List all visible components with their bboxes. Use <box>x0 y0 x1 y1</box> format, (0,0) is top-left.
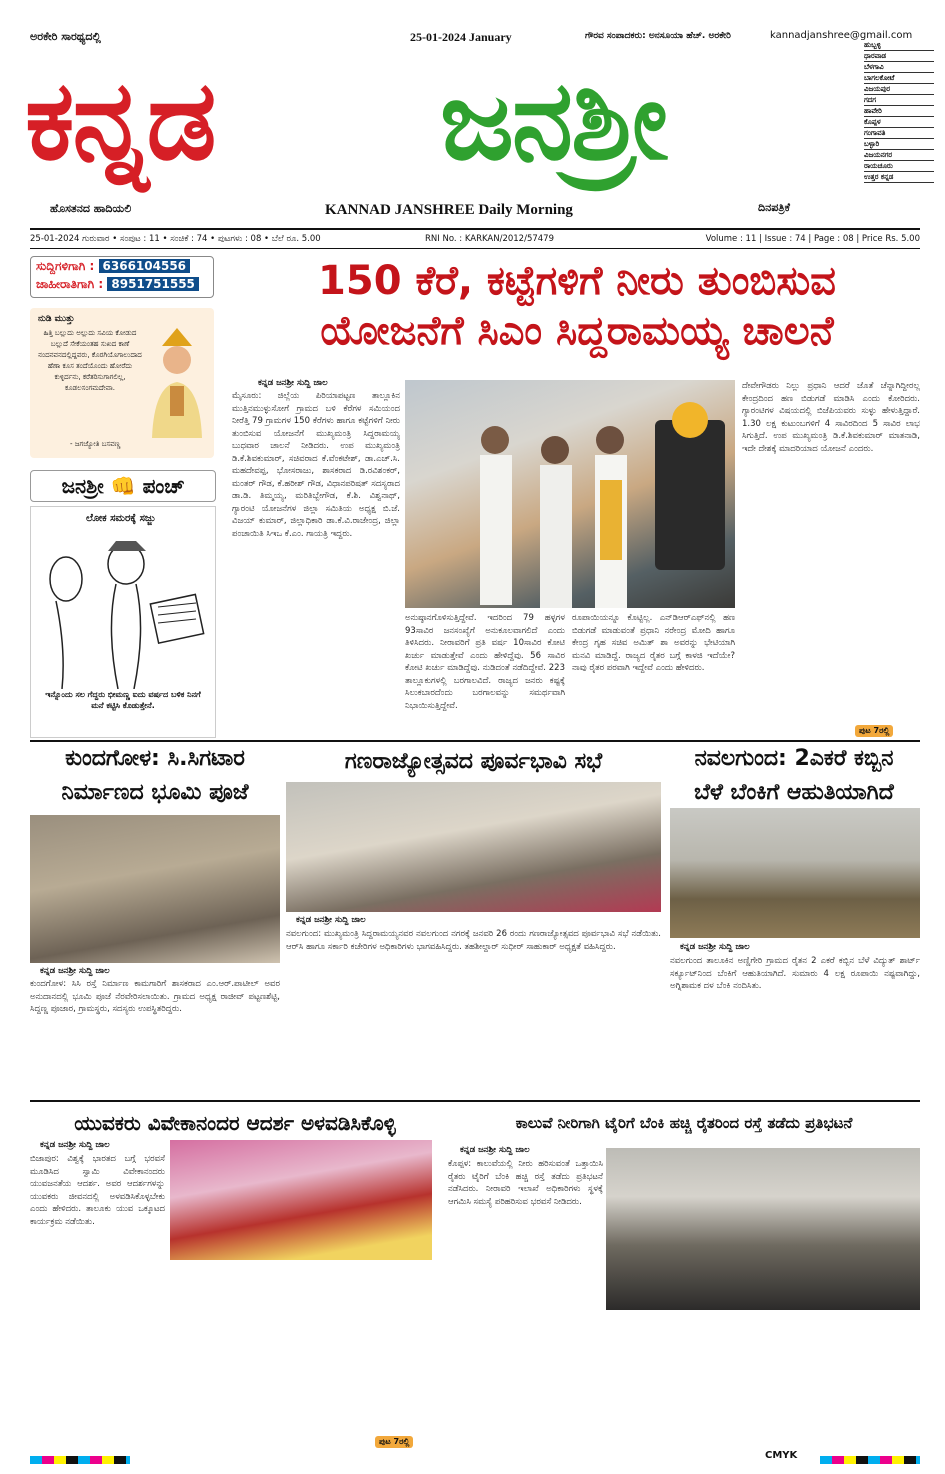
lead-headline-line2: ಯೋಜನೆಗೆ ಸಿಎಂ ಸಿದ್ದರಾಮಯ್ಯ ಚಾಲನೆ <box>320 308 834 354</box>
ads-number[interactable]: 8951751555 <box>107 277 199 291</box>
youth-body: ಬಿಜಾಪುರ: ವಿಶ್ವಕ್ಕೆ ಭಾರತದ ಬಗ್ಗೆ ಭರವಸೆ ಮೂಡಿಸಿದ ಸ್ವಾಮಿ ವಿವೇಕಾನಂದರು ಯುವಜನತೆಯ ಆದರ್ಶ. ಅವರ ಆದರ್ಶಗಳನ್ನು ಯುವಕರು ಜೀವನದಲ್ಲಿ ಅಳವಡಿಸಿಕೊಳ್ಳಬೇಕು ಎಂದು ಹೇಳಿದರು. ತಾಲೂಕು ಯುವ ಒಕ್ಕೂಟದ ಕಾರ್ಯಕ್ರಮ ನಡೆಯಿತು. <box>30 1154 165 1227</box>
lead-column-4: ದೇವೇಗೌಡರು ನಿಲ್ಲು ಪ್ರಧಾನಿ ಆದರೆ ಜೊತೆ ಚೆನ್ನಾಗಿದ್ದೀರಲ್ಲ ಕೇಂದ್ರದಿಂದ ಹಣ ಬಿಡುಗಡೆ ಮಾಡಿಸಿ ಎಂದು ಕೋರಿದರು. ಗ್ಯಾರಂಟಿಗಳ ವಿಷಯದಲ್ಲಿ ಬಿಜೆಪಿಯವರು ಸುಳ್ಳು ಹೇಳುತ್ತಿದ್ದಾರೆ. 1.30 ಲಕ್ಷ ಕುಟುಂಬಗಳಿಗೆ 4 ಸಾವಿರದಿಂದ 5 ಸಾವಿರ ಲಾಭ ಸಿಗುತ್ತಿದೆ. ಉಪ ಮುಖ್ಯಮಂತ್ರಿ ಡಿ.ಕೆ.ಶಿವಕುಮಾರ್ ಮಾತನಾಡಿ, ಇದೇ ದೇಶಕ್ಕೆ ಮಾದರಿಯಾದ ಯೋಜನೆ ಎಂದರು. <box>742 381 920 454</box>
district-item: ರಾಯಚೂರು <box>864 161 934 172</box>
info-left: 25-01-2024 ಗುರುವಾರ • ಸಂಪುಟ : 11 • ಸಂಚಿಕೆ : 74 • ಪುಟಗಳು : 08 • ಬೆಲೆ ರೂ. 5.00 <box>30 234 321 244</box>
republic-photo <box>286 782 661 912</box>
kundgol-byline: ಕನ್ನಡ ಜನಶ್ರೀ ಸುದ್ದಿ ಜಾಲ <box>40 966 110 976</box>
district-list <box>864 40 934 183</box>
kundgol-headline-line1: ಕುಂದಗೋಳ: ಸಿ.ಸಿಗಟಾರ <box>65 746 245 771</box>
district-item: ಹುಬ್ಬಳ್ಳಿ <box>864 40 934 51</box>
quote-title: ನುಡಿ ಮುತ್ತು <box>38 314 75 324</box>
news-label: ಸುದ್ದಿಗಳಿಗಾಗಿ : <box>36 259 95 273</box>
district-item: ವಿಜಯನಗರ <box>864 150 934 161</box>
navalgund-headline-line2: ಬೆಳೆ ಬೆಂಕಿಗೆ ಆಹುತಿಯಾಗಿದೆ <box>694 780 894 805</box>
district-item: ಉತ್ತರ ಕನ್ನಡ <box>864 172 934 183</box>
basavanna-portrait <box>146 326 208 438</box>
daily-label: ದಿನಪತ್ರಿಕೆ <box>758 201 790 214</box>
lead-headline <box>232 256 922 356</box>
district-item: ಬಾಗಲಕೋಟೆ <box>864 73 934 84</box>
quote-text: ಹಿತ್ತಿ ಬಲ್ಲುದು ಅಲ್ಲುದು ಸವಿಯ ಕೋಡುದ ಬಲ್ಲುದೆ ಸೇಕೆಯಂತಹ ಸುಖದ ಕಾಣೆ ನಂದನವನದಲ್ಲಿದ್ದವರು, ಕೊರಗಿಯೊಗಾಲುದಾದ ಹೆಣಾ ಕೂಸ ತಂದೆಯೊಂದು ಹೋರೆದು ಕುಳ್ಳಿರ್ದನು, ಕರೆತರಿಸುಗಾಗಲಿಲ್ಲ, ಕೂಡಲಸಂಗಮದೇವಾ. <box>38 329 142 392</box>
protest-photo <box>606 1148 920 1310</box>
lead-headline-line1: 150 ಕೆರೆ, ಕಟ್ಟೆಗಳಿಗೆ ನೀರು ತುಂಬಿಸುವ <box>318 258 836 304</box>
logo-kannada: ಕನ್ನಡ <box>25 56 215 184</box>
protest-body: ಕೊಪ್ಪಳ: ಕಾಲುವೆಯಲ್ಲಿ ನೀರು ಹರಿಸುವಂತೆ ಒತ್ತಾಯಿಸಿ ರೈತರು ಟೈರಿಗೆ ಬೆಂಕಿ ಹಚ್ಚಿ ರಸ್ತೆ ತಡೆದು ಪ್ರತಿಭಟನೆ ನಡೆಸಿದರು. ನೀರಾವರಿ ಇಲಾಖೆ ಅಧಿಕಾರಿಗಳು ಸ್ಥಳಕ್ಕೆ ಆಗಮಿಸಿ ಸಮಸ್ಯೆ ಪರಿಹರಿಸುವ ಭರವಸೆ ನೀಡಿದರು. <box>448 1159 603 1207</box>
kundgol-photo <box>30 815 280 963</box>
quote-author: - ಜಗಜ್ಯೋತಿ ಬಸವಣ್ಣ <box>70 440 121 448</box>
issue-date: 25-01-2024 January <box>410 30 512 44</box>
protest-headline: ಕಾಲುವೆ ನೀರಿಗಾಗಿ ಟೈರಿಗೆ ಬೆಂಕಿ ಹಚ್ಚಿ ರೈತರಿಂದ ರಸ್ತೆ ತಡೆದು ಪ್ರತಿಭಟನೆ <box>515 1114 853 1132</box>
cmyk-label: CMYK <box>765 1450 798 1461</box>
district-item: ಬಳ್ಳಾರಿ <box>864 139 934 150</box>
lead-continued[interactable]: ಪುಟ 7ರಲ್ಲಿ <box>855 725 893 737</box>
navalgund-body: ನವಲಗುಂದ ತಾಲೂಕಿನ ಅಣ್ಣಿಗೇರಿ ಗ್ರಾಮದ ರೈತನ 2 ಎಕರೆ ಕಬ್ಬಿನ ಬೆಳೆ ವಿದ್ಯುತ್ ಶಾರ್ಟ್ ಸರ್ಕ್ಯೂಟ್‌ನಿಂದ ಬೆಂಕಿಗೆ ಆಹುತಿಯಾಗಿದೆ. ಸುಮಾರು 4 ಲಕ್ಷ ರೂಪಾಯಿ ನಷ್ಟವಾಗಿದ್ದು, ಅಗ್ನಿಶಾಮಕ ದಳ ಬೆಂಕಿ ನಂದಿಸಿತು. <box>670 956 920 991</box>
editor-credit: ಗೌರವ ಸಂಪಾದಕರು: ಅನಸೂಯಾ ಹೆಚ್. ಅರಕೇರಿ <box>585 31 731 41</box>
lead-photo <box>405 380 735 608</box>
navalgund-photo <box>670 808 920 938</box>
info-right: Volume : 11 | Issue : 74 | Page : 08 | Price Rs. 5.00 <box>705 234 920 244</box>
youth-continued[interactable]: ಪುಟ 7ರಲ್ಲಿ <box>375 1436 413 1448</box>
district-item: ವಿಜಯಪುರ <box>864 84 934 95</box>
cartoon-caption-bottom: ಇನ್ನೊಂದು ಸಲ ಗೆದ್ದರು ಭೀಮಣ್ಣ ಐದು ವರ್ಷದ ಬಳಿಕ ನಿನಗೆ ಮನೆ ಕಟ್ಟಿಸಿ ಕೊಡುತ್ತೇನೆ. <box>45 690 201 710</box>
divider <box>30 1100 920 1102</box>
youth-photo <box>170 1140 432 1260</box>
lead-column-3: ರೂಪಾಯಿಯನ್ನೂ ಕೊಟ್ಟಿಲ್ಲ. ಎನ್‌ಡಿಆರ್‌ಎಫ್‌ನಲ್ಲಿ ಹಣ ಬಿಡುಗಡೆ ಮಾಡುವಂತೆ ಪ್ರಧಾನಿ ನರೇಂದ್ರ ಮೋದಿ ಹಾಗೂ ಕೇಂದ್ರ ಗೃಹ ಸಚಿವ ಅಮಿತ್ ಶಾ ಅವರನ್ನು ಭೇಟಿಯಾಗಿ ಮನವಿ ಮಾಡಿದ್ದೆ. ರಾಜ್ಯದ ರೈತರ ಬಗ್ಗೆ ಕಾಳಜಿ ಇದೆಯೇ? ನಾವು ರೈತರ ಪರವಾಗಿ ಇದ್ದೇವೆ ಎಂದು ಹೇಳಿದರು. <box>572 613 735 673</box>
quote-box <box>30 308 214 458</box>
logo-janashree: ಜನಶ್ರೀ <box>440 56 666 184</box>
cartoon-drawing <box>36 529 210 689</box>
news-number[interactable]: 6366104556 <box>99 259 191 273</box>
english-name: KANNAD JANSHREE Daily Morning <box>325 202 573 218</box>
lead-column-1: ಮೈಸೂರು: ಜಿಲ್ಲೆಯ ಪಿರಿಯಾಪಟ್ಟಣ ತಾಲ್ಲೂಕಿನ ಮುತ್ತಿನಮುಳ್ಳುಸೋಗೆ ಗ್ರಾಮದ ಬಳಿ ಕೆರೆಗಳ ಸಮಿಯಂದ ನೀರೆತ್ತಿ 79 ಗ್ರಾಮಗಳ 150 ಕೆರೆಗಳು ಹಾಗೂ ಕಟ್ಟೆಗಳಿಗೆ ನೀರು ತುಂಬಿಸುವ ಯೋಜನೆಗೆ ಮುಖ್ಯಮಂತ್ರಿ ಸಿದ್ದರಾಮಯ್ಯ ಬುಧವಾರ ಚಾಲನೆ ನೀಡಿದರು. ಉಪ ಮುಖ್ಯಮಂತ್ರಿ ಡಿ.ಕೆ.ಶಿವಕುಮಾರ್, ಸಚಿವರಾದ ಕೆ.ವೆಂಕಟೇಶ್, ಡಾ.ಎಚ್.ಸಿ. ಮಹದೇವಪ್ಪ, ಭೋಸರಾಜು, ಶಾಸಕರಾದ ಡಿ.ರವಿಶಂಕರ್, ಮಂತರ್ ಗೌಡ, ಕೆ.ಹರೀಶ್ ಗೌಡ, ವಿಧಾನಪರಿಷತ್ ಸದಸ್ಯರಾದ ಡಾ.ಡಿ. ತಿಮ್ಮಯ್ಯ, ಮರಿತಿಬ್ಬೇಗೌಡ, ಕೆ.ಶಿ. ವಿಶ್ವನಾಥ್, ಗ್ಯಾರಂಟಿ ಯೋಜನೆಗಳ ಜಿಲ್ಲಾ ಸಮಿತಿಯ ಅಧ್ಯಕ್ಷ ಬಿ.ಜೆ. ವಿಜಯ್ ಕುಮಾರ್, ಜಿಲ್ಲಾಧಿಕಾರಿ ಡಾ.ಕೆ.ವಿ.ರಾಜೇಂದ್ರ, ಜಿಲ್ಲಾ ಪಂಚಾಯಿತಿ ಸಿಇಒ ಕೆ.ಎಂ. ಗಾಯತ್ರಿ ಇದ್ದರು. <box>232 391 400 539</box>
district-item: ಬೆಳಗಾವಿ <box>864 62 934 73</box>
district-item: ಗದಗ <box>864 95 934 106</box>
navalgund-byline: ಕನ್ನಡ ಜನಶ್ರೀ ಸುದ್ದಿ ಜಾಲ <box>680 942 750 952</box>
republic-body: ನವಲಗುಂದ: ಮುಖ್ಯಮಂತ್ರಿ ಸಿದ್ದರಾಮಯ್ಯನವರ ನವಲಗುಂದ ನಗರಕ್ಕೆ ಜನವರಿ 26 ರಂದು ಗಣರಾಜ್ಯೋತ್ಸವದ ಪೂರ್ವಭಾವಿ ಸಭೆ ನಡೆಯಿತು. ಆರ್‌ಸಿ ಹಾಗೂ ಸರ್ಕಾರಿ ಕಚೇರಿಗಳ ಅಧಿಕಾರಿಗಳು ಭಾಗವಹಿಸಿದ್ದರು. ತಹಶೀಲ್ದಾರ್ ಸುಧೀರ್ ಸಾಹುಕಾರ್ ಅಧ್ಯಕ್ಷತೆ ವಹಿಸಿದ್ದರು. <box>286 929 661 952</box>
youth-headline: ಯುವಕರು ವಿವೇಕಾನಂದರ ಆದರ್ಶ ಅಳವಡಿಸಿಕೊಳ್ಳಿ <box>74 1111 396 1135</box>
protest-byline: ಕನ್ನಡ ಜನಶ್ರೀ ಸುದ್ದಿ ಜಾಲ <box>460 1145 530 1155</box>
rni-number: RNI No. : KARKAN/2012/57479 <box>425 234 554 244</box>
district-item: ಕೊಪ್ಪಳ <box>864 117 934 128</box>
cartoon-caption-top: ಲೋಕ ಸಮರಕ್ಕೆ ಸಜ್ಜು <box>86 513 156 524</box>
lead-photo-scene <box>405 380 735 608</box>
republic-byline: ಕನ್ನಡ ಜನಶ್ರೀ ಸುದ್ದಿ ಜಾಲ <box>296 915 366 925</box>
kundgol-headline <box>30 742 280 810</box>
youth-byline: ಕನ್ನಡ ಜನಶ್ರೀ ಸುದ್ದಿ ಜಾಲ <box>40 1140 110 1150</box>
email-link[interactable]: kannadjanshree@gmail.com <box>770 30 913 41</box>
district-item: ಧಾರವಾಡ <box>864 51 934 62</box>
contact-box <box>30 256 214 298</box>
navalgund-headline-line1: ನವಲಗುಂದ: 2ಎಕರೆ ಕಬ್ಬಿನ <box>694 746 894 771</box>
info-bar <box>30 228 920 249</box>
lead-column-2: ಅನುಷ್ಠಾನಗೊಳಿಸುತ್ತಿದ್ದೇವೆ. ಇದರಿಂದ 79 ಹಳ್ಳಗಳ 93ಸಾವಿರ ಜನಸಂಖ್ಯೆಗೆ ಅನುಕೂಲವಾಗಲಿದೆ ಎಂದು ತಿಳಿಸಿದರು. ನೀರಾವರಿಗೆ ಪ್ರತಿ ವರ್ಷ 10ಸಾವಿರ ಕೋಟಿ ಖರ್ಚು ಮಾಡುತ್ತೇವೆ ಎಂದು ಹೇಳಿದ್ದೆವು. 56 ಸಾವಿರ ಕೋಟಿ ಖರ್ಚು ಮಾಡಿದ್ದೆವು. ನುಡಿದಂತೆ ನಡೆದಿದ್ದೇವೆ. 223 ತಾಲ್ಲೂಕುಗಳಲ್ಲಿ ಬರಗಾಲವಿದೆ. ರಾಜ್ಯದ ಜನರು ಕಷ್ಟಕ್ಕೆ ಸಿಲುಕಬಾರದೆಂದು ಬರಗಾಲವನ್ನು ಸಮರ್ಥವಾಗಿ ನಿಭಾಯಿಸುತ್ತಿದ್ದೇವೆ. <box>405 613 565 711</box>
lead-byline: ಕನ್ನಡ ಜನಶ್ರೀ ಸುದ್ದಿ ಜಾಲ <box>258 378 328 388</box>
punch-header: ಜನಶ್ರೀ 👊 ಪಂಚ್ <box>30 470 216 502</box>
ads-label: ಜಾಹೀರಾತಿಗಾಗಿ : <box>36 277 104 291</box>
kundgol-body: ಕುಂದಗೋಳ: ಸಿಸಿ ರಸ್ತೆ ನಿರ್ಮಾಣ ಕಾಮಗಾರಿಗೆ ಶಾಸಕರಾದ ಎಂ.ಆರ್.ಪಾಟೀಲ್ ಅವರ ಅನುದಾನದಲ್ಲಿ ಭೂಮಿ ಪೂಜೆ ನೆರವೇರಿಸಲಾಯಿತು. ಗ್ರಾಮದ ಅಧ್ಯಕ್ಷ ರಾಜೀವ್ ಪಟ್ಟಣಶೆಟ್ಟಿ, ಸಿದ್ದಣ್ಣ ಪೂಜಾರ, ಗ್ರಾಮಸ್ಥರು, ಸದಸ್ಯರು ಉಪಸ್ಥಿತರಿದ್ದರು. <box>30 979 280 1014</box>
navalgund-headline <box>668 742 920 810</box>
kundgol-headline-line2: ನಿರ್ಮಾಣದ ಭೂಮಿ ಪೂಜೆ <box>61 780 249 805</box>
republic-headline: ಗಣರಾಜ್ಯೋತ್ಸವದ ಪೂರ್ವಭಾವಿ ಸಭೆ <box>344 749 603 774</box>
cartoon-panel <box>30 506 216 738</box>
tagline: ಹೊಸತನದ ಹಾದಿಯಲಿ <box>50 202 132 215</box>
masthead-left-text: ಅರಕೇರಿ ಸಾರಥ್ಯದಲ್ಲಿ <box>30 30 101 43</box>
district-item: ಗಂಗಾವತಿ <box>864 128 934 139</box>
district-item: ಹಾವೇರಿ <box>864 106 934 117</box>
